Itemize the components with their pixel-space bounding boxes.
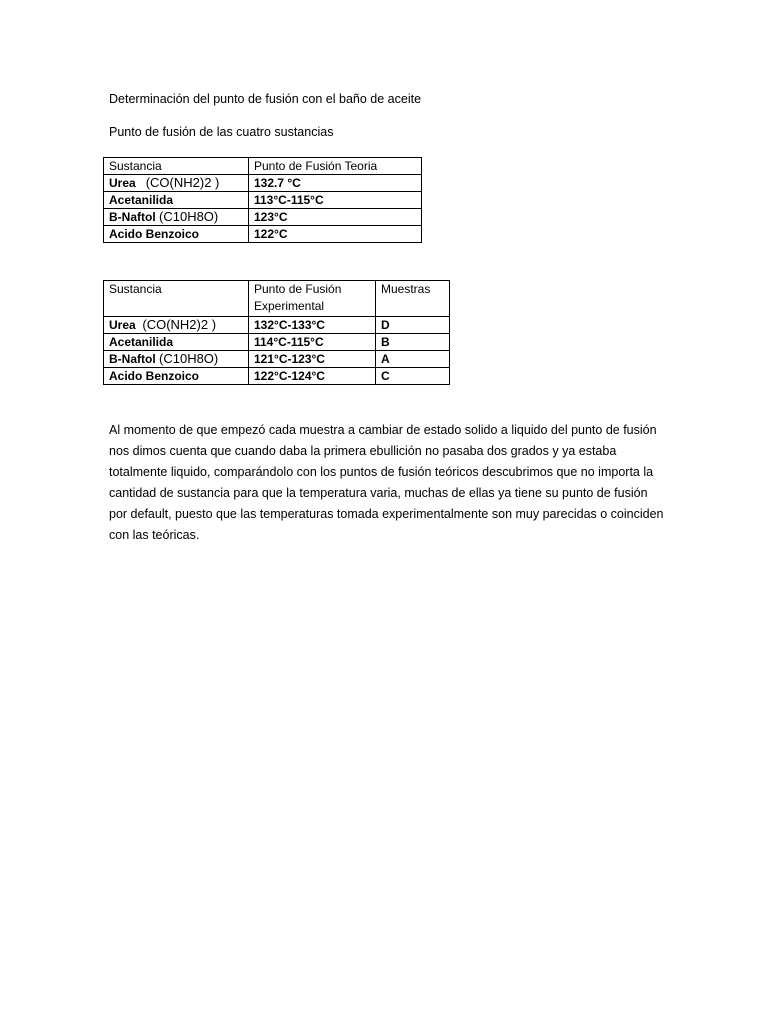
substance-name: Acetanilida: [109, 335, 174, 349]
table-row: [104, 226, 422, 243]
substance-name: Urea: [109, 318, 136, 332]
theory-melting-point-table: [103, 157, 422, 243]
header-samples: Muestras: [376, 281, 450, 317]
substance-formula: (C10H8O): [159, 209, 219, 224]
melting-point-cell: 122°C-124°C: [249, 368, 376, 385]
substance-cell: [104, 368, 249, 385]
substance-name: Acetanilida: [109, 193, 174, 207]
table-row: [104, 334, 450, 351]
melting-point-cell: 122°C: [249, 226, 422, 243]
sample-cell: B: [376, 334, 450, 351]
substance-name: B-Naftol: [109, 352, 156, 366]
header-theory-melting-point: Punto de Fusión Teoria: [249, 158, 422, 175]
section-title: Punto de fusión de las cuatro sustancias: [109, 125, 334, 139]
table-row: [104, 368, 450, 385]
sample-cell: D: [376, 317, 450, 334]
substance-name: B-Naftol: [109, 210, 156, 224]
header-substance: Sustancia: [104, 158, 249, 175]
header-substance: Sustancia: [104, 281, 249, 317]
melting-point-cell: 123°C: [249, 209, 422, 226]
substance-cell: [104, 175, 249, 192]
substance-cell: [104, 192, 249, 209]
document-title: Determinación del punto de fusión con el baño de aceite: [109, 92, 422, 106]
substance-cell: [104, 317, 249, 334]
substance-name: Urea: [109, 176, 136, 190]
substance-cell: [104, 209, 249, 226]
table-row: [104, 317, 450, 334]
substance-name: Acido Benzoico: [109, 369, 200, 383]
melting-point-cell: 114°C-115°C: [249, 334, 376, 351]
substance-cell: [104, 226, 249, 243]
substance-cell: [104, 351, 249, 368]
melting-point-cell: 113°C-115°C: [249, 192, 422, 209]
table-header-row: [104, 281, 450, 317]
table-row: [104, 175, 422, 192]
header-experimental-melting-point: Punto de Fusión Experimental: [249, 281, 376, 317]
table-header-row: [104, 158, 422, 175]
substance-formula: (CO(NH2)2 ): [142, 317, 217, 332]
melting-point-cell: 132.7 °C: [249, 175, 422, 192]
substance-formula: (CO(NH2)2 ): [145, 175, 220, 190]
substance-name: Acido Benzoico: [109, 227, 200, 241]
sample-cell: A: [376, 351, 450, 368]
table-row: [104, 351, 450, 368]
melting-point-cell: 132°C-133°C: [249, 317, 376, 334]
sample-cell: C: [376, 368, 450, 385]
table-row: [104, 209, 422, 226]
melting-point-cell: 121°C-123°C: [249, 351, 376, 368]
conclusion-paragraph: Al momento de que empezó cada muestra a cambiar de estado solido a liquido del punto de fusión nos dimos cuenta que cuando daba la primera ebullición no pasaba dos grados y ya estaba totalmente liquido, comparándolo con los puntos de fusión teóricos descubrimos que no importa la cantidad de sustancia para que la temperatura varia, muchas de ellas ya tiene su punto de fusión por default, puesto que las temperaturas tomada experimentalmente son muy parecidas o coinciden con las teóricas.: [109, 423, 664, 542]
table-row: [104, 192, 422, 209]
substance-cell: [104, 334, 249, 351]
substance-formula: (C10H8O): [159, 351, 219, 366]
experimental-melting-point-table: [103, 280, 450, 385]
